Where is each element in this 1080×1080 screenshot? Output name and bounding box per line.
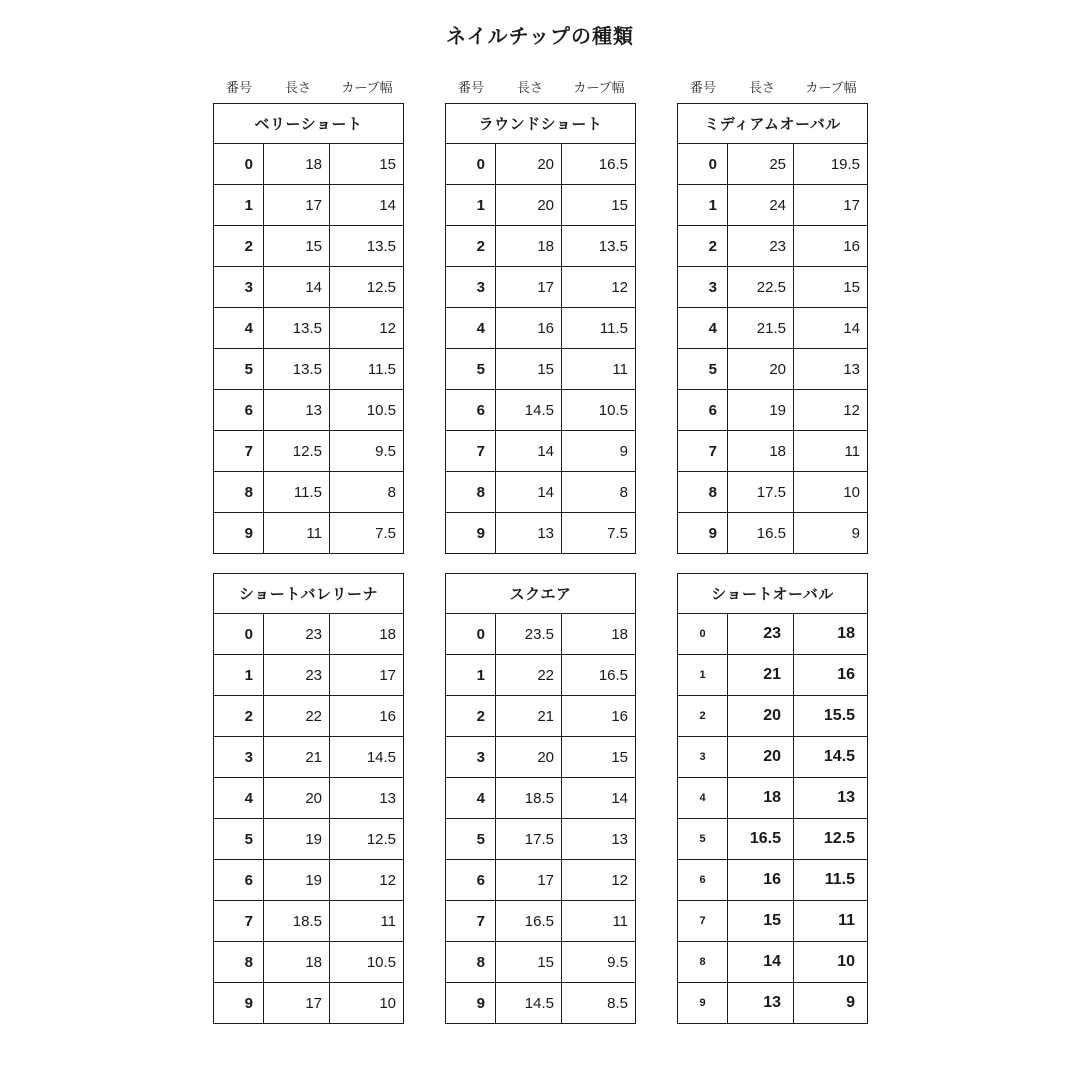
cell-curve-width: 8.5	[562, 983, 636, 1024]
header-number: 番号	[225, 80, 252, 95]
cell-number: 4	[214, 778, 264, 819]
header-length: 長さ	[284, 80, 311, 95]
cell-number: 6	[446, 860, 496, 901]
cell-number: 1	[678, 185, 728, 226]
cell-length: 12.5	[264, 431, 330, 472]
cell-curve-width: 14	[794, 308, 868, 349]
cell-length: 17	[496, 267, 562, 308]
table-row	[678, 185, 868, 226]
cell-curve-width: 14	[562, 778, 636, 819]
cell-length: 25	[728, 144, 794, 185]
header-curve-width: カーブ幅	[573, 80, 625, 95]
cell-curve-width: 13.5	[330, 226, 404, 267]
cell-length: 15	[496, 349, 562, 390]
cell-curve-width: 10	[794, 942, 868, 983]
cell-length: 18	[496, 226, 562, 267]
cell-curve-width: 11	[794, 901, 868, 942]
cell-curve-width: 18	[562, 614, 636, 655]
table-row	[214, 655, 404, 696]
cell-length: 22	[496, 655, 562, 696]
table-row	[214, 513, 404, 554]
cell-curve-width: 19.5	[794, 144, 868, 185]
cell-length: 14.5	[496, 390, 562, 431]
cell-curve-width: 11	[562, 901, 636, 942]
table-row	[446, 901, 636, 942]
table-row	[678, 431, 868, 472]
cell-length: 21	[496, 696, 562, 737]
cell-number: 1	[214, 185, 264, 226]
cell-number: 1	[446, 655, 496, 696]
table-row	[214, 901, 404, 942]
cell-number: 0	[678, 144, 728, 185]
cell-number: 6	[214, 860, 264, 901]
cell-number: 9	[678, 983, 728, 1024]
cell-curve-width: 15	[562, 737, 636, 778]
cell-length: 20	[264, 778, 330, 819]
cell-curve-width: 13	[562, 819, 636, 860]
cell-number: 2	[678, 226, 728, 267]
cell-length: 18	[264, 144, 330, 185]
column-headers	[445, 80, 635, 96]
cell-length: 14	[728, 942, 794, 983]
table-body	[214, 614, 404, 1024]
cell-length: 20	[728, 349, 794, 390]
table-row	[446, 144, 636, 185]
cell-length: 14	[264, 267, 330, 308]
cell-curve-width: 12.5	[330, 819, 404, 860]
cell-number: 5	[214, 819, 264, 860]
table-row	[678, 942, 868, 983]
table-row	[446, 860, 636, 901]
table-title: ショートオーバル	[678, 574, 868, 614]
cell-number: 2	[678, 696, 728, 737]
cell-length: 17	[264, 983, 330, 1024]
table-row	[214, 390, 404, 431]
cell-number: 7	[446, 901, 496, 942]
cell-number: 0	[446, 614, 496, 655]
cell-length: 16.5	[728, 819, 794, 860]
cell-number: 9	[446, 983, 496, 1024]
cell-length: 14.5	[496, 983, 562, 1024]
cell-curve-width: 17	[794, 185, 868, 226]
table-row	[214, 185, 404, 226]
table-row	[214, 819, 404, 860]
table-row	[446, 778, 636, 819]
table-body	[446, 144, 636, 554]
cell-curve-width: 13.5	[562, 226, 636, 267]
table-row	[678, 655, 868, 696]
cell-number: 1	[214, 655, 264, 696]
cell-length: 23	[728, 226, 794, 267]
table-row	[678, 983, 868, 1024]
table-very-short	[213, 103, 404, 554]
cell-curve-width: 12	[794, 390, 868, 431]
cell-curve-width: 15	[794, 267, 868, 308]
cell-curve-width: 12	[330, 308, 404, 349]
header-length: 長さ	[516, 80, 543, 95]
cell-curve-width: 10.5	[330, 942, 404, 983]
cell-length: 16.5	[496, 901, 562, 942]
cell-curve-width: 18	[330, 614, 404, 655]
cell-length: 22	[264, 696, 330, 737]
table-row	[446, 226, 636, 267]
cell-curve-width: 12.5	[330, 267, 404, 308]
cell-length: 20	[496, 144, 562, 185]
cell-length: 22.5	[728, 267, 794, 308]
table-row	[214, 472, 404, 513]
cell-curve-width: 8	[562, 472, 636, 513]
column-headers	[213, 80, 403, 96]
cell-number: 3	[446, 267, 496, 308]
table-row	[446, 819, 636, 860]
cell-length: 17.5	[496, 819, 562, 860]
header-number: 番号	[689, 80, 716, 95]
table-column-2	[445, 80, 635, 1024]
cell-number: 1	[446, 185, 496, 226]
table-body	[446, 614, 636, 1024]
cell-length: 13	[496, 513, 562, 554]
table-row	[678, 267, 868, 308]
table-title: スクエア	[446, 574, 636, 614]
cell-curve-width: 11.5	[794, 860, 868, 901]
cell-number: 8	[214, 942, 264, 983]
table-row	[446, 308, 636, 349]
table-row	[678, 226, 868, 267]
cell-curve-width: 15	[330, 144, 404, 185]
cell-number: 3	[678, 737, 728, 778]
cell-length: 23	[264, 614, 330, 655]
table-row	[446, 185, 636, 226]
table-row	[446, 472, 636, 513]
cell-length: 20	[496, 185, 562, 226]
cell-curve-width: 15	[562, 185, 636, 226]
cell-length: 13.5	[264, 308, 330, 349]
cell-length: 19	[264, 860, 330, 901]
table-row	[446, 349, 636, 390]
cell-curve-width: 13	[794, 778, 868, 819]
table-row	[214, 778, 404, 819]
cell-curve-width: 12	[562, 860, 636, 901]
cell-curve-width: 15.5	[794, 696, 868, 737]
cell-number: 9	[678, 513, 728, 554]
table-row	[214, 983, 404, 1024]
cell-length: 18.5	[496, 778, 562, 819]
cell-curve-width: 16	[794, 226, 868, 267]
table-row	[446, 267, 636, 308]
cell-curve-width: 10	[794, 472, 868, 513]
cell-curve-width: 7.5	[562, 513, 636, 554]
cell-length: 21	[728, 655, 794, 696]
table-row	[446, 614, 636, 655]
table-row	[446, 513, 636, 554]
cell-curve-width: 11.5	[330, 349, 404, 390]
table-row	[214, 614, 404, 655]
cell-length: 21	[264, 737, 330, 778]
cell-curve-width: 17	[330, 655, 404, 696]
table-row	[214, 144, 404, 185]
table-row	[678, 472, 868, 513]
table-column-1	[213, 80, 403, 1024]
table-round-short	[445, 103, 636, 554]
cell-curve-width: 11	[562, 349, 636, 390]
table-row	[214, 942, 404, 983]
cell-length: 17	[264, 185, 330, 226]
table-row	[678, 737, 868, 778]
table-row	[214, 860, 404, 901]
cell-length: 11.5	[264, 472, 330, 513]
table-medium-oval	[677, 103, 868, 554]
cell-number: 2	[214, 226, 264, 267]
cell-number: 4	[446, 308, 496, 349]
cell-curve-width: 9	[794, 983, 868, 1024]
cell-length: 19	[728, 390, 794, 431]
cell-number: 0	[214, 144, 264, 185]
cell-length: 16.5	[728, 513, 794, 554]
table-short-ballerina	[213, 573, 404, 1024]
table-row	[446, 737, 636, 778]
header-number: 番号	[457, 80, 484, 95]
table-row	[446, 431, 636, 472]
cell-curve-width: 16.5	[562, 655, 636, 696]
cell-number: 3	[214, 267, 264, 308]
cell-curve-width: 10.5	[562, 390, 636, 431]
table-row	[214, 267, 404, 308]
cell-curve-width: 7.5	[330, 513, 404, 554]
table-row	[678, 819, 868, 860]
cell-number: 3	[446, 737, 496, 778]
cell-curve-width: 16	[330, 696, 404, 737]
table-column-3	[677, 80, 867, 1024]
table-row	[214, 226, 404, 267]
table-title: ベリーショート	[214, 104, 404, 144]
table-short-oval	[677, 573, 868, 1024]
table-row	[446, 655, 636, 696]
cell-curve-width: 18	[794, 614, 868, 655]
cell-curve-width: 14.5	[794, 737, 868, 778]
cell-number: 9	[214, 983, 264, 1024]
table-row	[678, 144, 868, 185]
table-row	[214, 737, 404, 778]
cell-length: 13	[728, 983, 794, 1024]
table-body	[214, 144, 404, 554]
cell-length: 18	[264, 942, 330, 983]
cell-number: 2	[446, 696, 496, 737]
cell-length: 15	[728, 901, 794, 942]
cell-length: 20	[728, 737, 794, 778]
cell-length: 18	[728, 778, 794, 819]
cell-number: 7	[678, 901, 728, 942]
cell-number: 2	[446, 226, 496, 267]
table-row	[678, 696, 868, 737]
cell-length: 16	[496, 308, 562, 349]
cell-number: 4	[214, 308, 264, 349]
table-title: ミディアムオーバル	[678, 104, 868, 144]
cell-number: 6	[446, 390, 496, 431]
page-title: ネイルチップの種類	[446, 26, 634, 48]
cell-curve-width: 12	[562, 267, 636, 308]
header-curve-width: カーブ幅	[805, 80, 857, 95]
column-headers	[677, 80, 867, 96]
cell-length: 20	[728, 696, 794, 737]
table-row	[446, 696, 636, 737]
table-row	[214, 431, 404, 472]
cell-curve-width: 16	[562, 696, 636, 737]
cell-length: 11	[264, 513, 330, 554]
cell-number: 7	[214, 901, 264, 942]
cell-curve-width: 16.5	[562, 144, 636, 185]
cell-number: 7	[678, 431, 728, 472]
cell-number: 5	[678, 819, 728, 860]
cell-curve-width: 11.5	[562, 308, 636, 349]
cell-number: 8	[446, 472, 496, 513]
cell-length: 15	[496, 942, 562, 983]
cell-number: 6	[214, 390, 264, 431]
cell-curve-width: 8	[330, 472, 404, 513]
table-body	[678, 614, 868, 1024]
cell-length: 23.5	[496, 614, 562, 655]
cell-number: 8	[214, 472, 264, 513]
table-row	[678, 349, 868, 390]
table-row	[446, 390, 636, 431]
cell-number: 8	[678, 472, 728, 513]
table-row	[214, 349, 404, 390]
cell-number: 9	[214, 513, 264, 554]
cell-curve-width: 13	[330, 778, 404, 819]
cell-curve-width: 12.5	[794, 819, 868, 860]
cell-length: 14	[496, 472, 562, 513]
cell-number: 8	[678, 942, 728, 983]
table-body	[678, 144, 868, 554]
cell-curve-width: 9.5	[562, 942, 636, 983]
table-row	[446, 942, 636, 983]
cell-curve-width: 11	[330, 901, 404, 942]
cell-length: 14	[496, 431, 562, 472]
cell-curve-width: 9.5	[330, 431, 404, 472]
table-row	[678, 308, 868, 349]
cell-curve-width: 10	[330, 983, 404, 1024]
cell-length: 15	[264, 226, 330, 267]
cell-curve-width: 9	[562, 431, 636, 472]
cell-length: 23	[728, 614, 794, 655]
table-row	[678, 860, 868, 901]
cell-length: 18.5	[264, 901, 330, 942]
table-row	[678, 614, 868, 655]
cell-number: 1	[678, 655, 728, 696]
table-row	[678, 778, 868, 819]
tables-grid	[213, 80, 867, 1024]
cell-length: 20	[496, 737, 562, 778]
cell-number: 5	[446, 349, 496, 390]
cell-number: 8	[446, 942, 496, 983]
cell-number: 3	[678, 267, 728, 308]
table-title: ラウンドショート	[446, 104, 636, 144]
cell-length: 23	[264, 655, 330, 696]
table-square	[445, 573, 636, 1024]
cell-length: 16	[728, 860, 794, 901]
table-row	[446, 983, 636, 1024]
cell-number: 4	[678, 308, 728, 349]
cell-curve-width: 14	[330, 185, 404, 226]
table-row	[678, 390, 868, 431]
cell-length: 17	[496, 860, 562, 901]
cell-length: 24	[728, 185, 794, 226]
cell-number: 6	[678, 860, 728, 901]
cell-number: 5	[678, 349, 728, 390]
cell-length: 17.5	[728, 472, 794, 513]
cell-number: 5	[214, 349, 264, 390]
cell-number: 0	[678, 614, 728, 655]
cell-length: 19	[264, 819, 330, 860]
table-row	[214, 308, 404, 349]
table-row	[214, 696, 404, 737]
header-length: 長さ	[748, 80, 775, 95]
cell-curve-width: 16	[794, 655, 868, 696]
cell-number: 5	[446, 819, 496, 860]
cell-curve-width: 14.5	[330, 737, 404, 778]
cell-number: 0	[214, 614, 264, 655]
cell-length: 13.5	[264, 349, 330, 390]
cell-number: 6	[678, 390, 728, 431]
cell-length: 21.5	[728, 308, 794, 349]
cell-number: 0	[446, 144, 496, 185]
cell-number: 7	[446, 431, 496, 472]
cell-length: 18	[728, 431, 794, 472]
cell-number: 3	[214, 737, 264, 778]
table-title: ショートバレリーナ	[214, 574, 404, 614]
cell-number: 4	[678, 778, 728, 819]
header-curve-width: カーブ幅	[341, 80, 393, 95]
cell-number: 9	[446, 513, 496, 554]
cell-number: 7	[214, 431, 264, 472]
cell-curve-width: 13	[794, 349, 868, 390]
cell-curve-width: 12	[330, 860, 404, 901]
cell-number: 2	[214, 696, 264, 737]
cell-number: 4	[446, 778, 496, 819]
table-row	[678, 901, 868, 942]
cell-curve-width: 11	[794, 431, 868, 472]
table-row	[678, 513, 868, 554]
cell-curve-width: 9	[794, 513, 868, 554]
cell-length: 13	[264, 390, 330, 431]
cell-curve-width: 10.5	[330, 390, 404, 431]
